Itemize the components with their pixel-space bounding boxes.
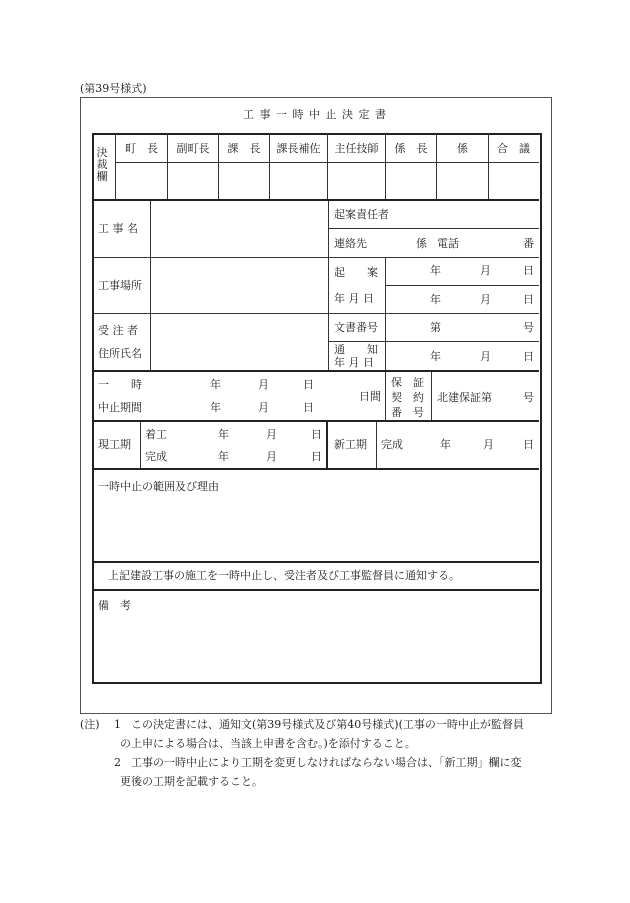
current-period-label: 現工期 xyxy=(98,438,131,451)
approval-col-mayor: 町 長 xyxy=(125,142,158,155)
note-1-line-2: の上申による場合は、当該上申書を含む。)を添付すること。 xyxy=(120,737,416,750)
new-complete-year: 年 xyxy=(440,438,451,451)
contact-phone: 電話 xyxy=(437,237,459,250)
current-period-col-line xyxy=(140,422,141,468)
approval-col-deputy-mayor: 副町長 xyxy=(176,142,210,155)
period-separator xyxy=(326,422,328,468)
draft-date-label-2: 年 月 日 xyxy=(334,292,374,305)
start-day: 日 xyxy=(311,428,322,441)
draft-date-month-2: 月 xyxy=(480,293,491,306)
contact-label: 連絡先 xyxy=(334,237,367,250)
suspension-label-2: 中止期間 xyxy=(98,401,142,414)
guarantee-value-prefix: 北建保証第 xyxy=(437,391,492,404)
draft-date-month-1: 月 xyxy=(480,264,491,277)
approval-bottom-line xyxy=(93,199,539,201)
draft-date-day-1: 日 xyxy=(523,264,534,277)
new-period-label: 新工期 xyxy=(334,438,367,451)
start-label: 着工 xyxy=(145,428,167,441)
guarantee-label-2: 契 約 xyxy=(391,391,424,404)
approval-col-staff: 係 xyxy=(457,142,468,155)
draft-date-label-1: 起 案 xyxy=(334,266,378,279)
notice-date-year: 年 xyxy=(430,350,441,363)
work-location-label: 工事場所 xyxy=(98,279,142,292)
doc-number-dai: 第 xyxy=(430,321,441,334)
label-col-line xyxy=(150,201,151,371)
suspension-from-day: 日 xyxy=(303,378,314,391)
work-name-bottom xyxy=(93,257,539,258)
guarantee-value-suffix: 号 xyxy=(523,391,534,404)
notice-date-day: 日 xyxy=(523,350,534,363)
complete-label: 完成 xyxy=(145,450,167,463)
form-title: 工 事 一 時 中 止 決 定 書 xyxy=(243,108,387,121)
note-1-number: 1 xyxy=(114,718,121,731)
note-1-line-1: この決定書には、通知文(第39号様式及び第40号様式)(工事の一時中止が監督員 xyxy=(131,718,524,731)
new-complete-day: 日 xyxy=(523,438,534,451)
suspension-from-year: 年 xyxy=(210,378,221,391)
guarantee-label-1: 保 証 xyxy=(391,376,424,389)
work-name-label: 工 事 名 xyxy=(98,222,138,235)
approval-col-chief-engineer: 主任技師 xyxy=(334,142,379,155)
suspension-to-year: 年 xyxy=(210,401,221,414)
approval-col-consultation: 合 議 xyxy=(497,142,530,155)
contractor-address-label: 住所氏名 xyxy=(98,347,142,360)
suspension-bottom xyxy=(93,420,539,422)
complete-day: 日 xyxy=(311,450,322,463)
contact-section: 係 xyxy=(416,237,427,250)
doc-number-label: 文書番号 xyxy=(334,321,378,334)
notes-prefix: (注) xyxy=(80,718,100,731)
doc-number-go: 号 xyxy=(523,321,534,334)
draft-date-year-2: 年 xyxy=(430,293,441,306)
contractor-bottom xyxy=(93,370,539,372)
form-number: (第39号様式) xyxy=(80,82,147,95)
suspension-to-month: 月 xyxy=(258,401,269,414)
contact-ext: 番 xyxy=(523,237,534,250)
guarantee-label-3: 番 号 xyxy=(391,406,424,419)
scope-label: 一時中止の範囲及び理由 xyxy=(98,480,219,493)
remarks-label: 備 考 xyxy=(98,599,131,612)
guarantee-col-line xyxy=(385,372,386,420)
notice-date-month: 月 xyxy=(480,350,491,363)
start-month: 月 xyxy=(266,428,277,441)
note-2-line-2: 更後の工期を記載すること。 xyxy=(120,775,263,788)
statement-bottom xyxy=(93,589,539,591)
approval-col-section-chief: 課 長 xyxy=(227,142,261,155)
guarantee-value-line xyxy=(431,372,432,420)
suspension-from-month: 月 xyxy=(258,378,269,391)
doc-number-divider xyxy=(328,341,539,342)
statement-text: 上記建設工事の施工を一時中止し、受注者及び工事監督員に通知する。 xyxy=(108,569,460,582)
suspension-days-label: 日間 xyxy=(359,390,381,403)
approval-col-unit-chief: 係 長 xyxy=(394,142,428,155)
new-complete-label: 完成 xyxy=(381,438,403,451)
work-location-bottom xyxy=(93,313,539,314)
note-2-number: 2 xyxy=(114,756,121,769)
approval-col-assistant-chief: 課長補佐 xyxy=(276,142,321,155)
mid-col-line xyxy=(328,201,329,371)
inner-table xyxy=(92,133,542,684)
date-col-line xyxy=(385,257,386,371)
notice-date-label-1: 通 知 xyxy=(334,343,378,356)
contractor-label: 受 注 者 xyxy=(98,324,138,337)
period-bottom xyxy=(93,468,539,470)
note-2-line-1: 工事の一時中止により工期を変更しなければならない場合は、「新工期」欄に変 xyxy=(131,756,522,769)
scope-bottom xyxy=(93,561,539,563)
complete-month: 月 xyxy=(266,450,277,463)
draft-date-year-1: 年 xyxy=(430,264,441,277)
new-period-col-line xyxy=(376,422,377,468)
start-year: 年 xyxy=(218,428,229,441)
notice-date-label-2: 年 月 日 xyxy=(334,356,374,369)
suspension-to-day: 日 xyxy=(303,401,314,414)
draft-date-divider xyxy=(385,285,539,286)
draft-date-day-2: 日 xyxy=(523,293,534,306)
approval-label: 決裁欄 xyxy=(96,146,108,183)
suspension-label-1: 一 時 xyxy=(98,378,142,391)
complete-year: 年 xyxy=(218,450,229,463)
drafter-divider xyxy=(328,228,539,229)
new-complete-month: 月 xyxy=(483,438,494,451)
drafter-label: 起案責任者 xyxy=(334,208,389,221)
